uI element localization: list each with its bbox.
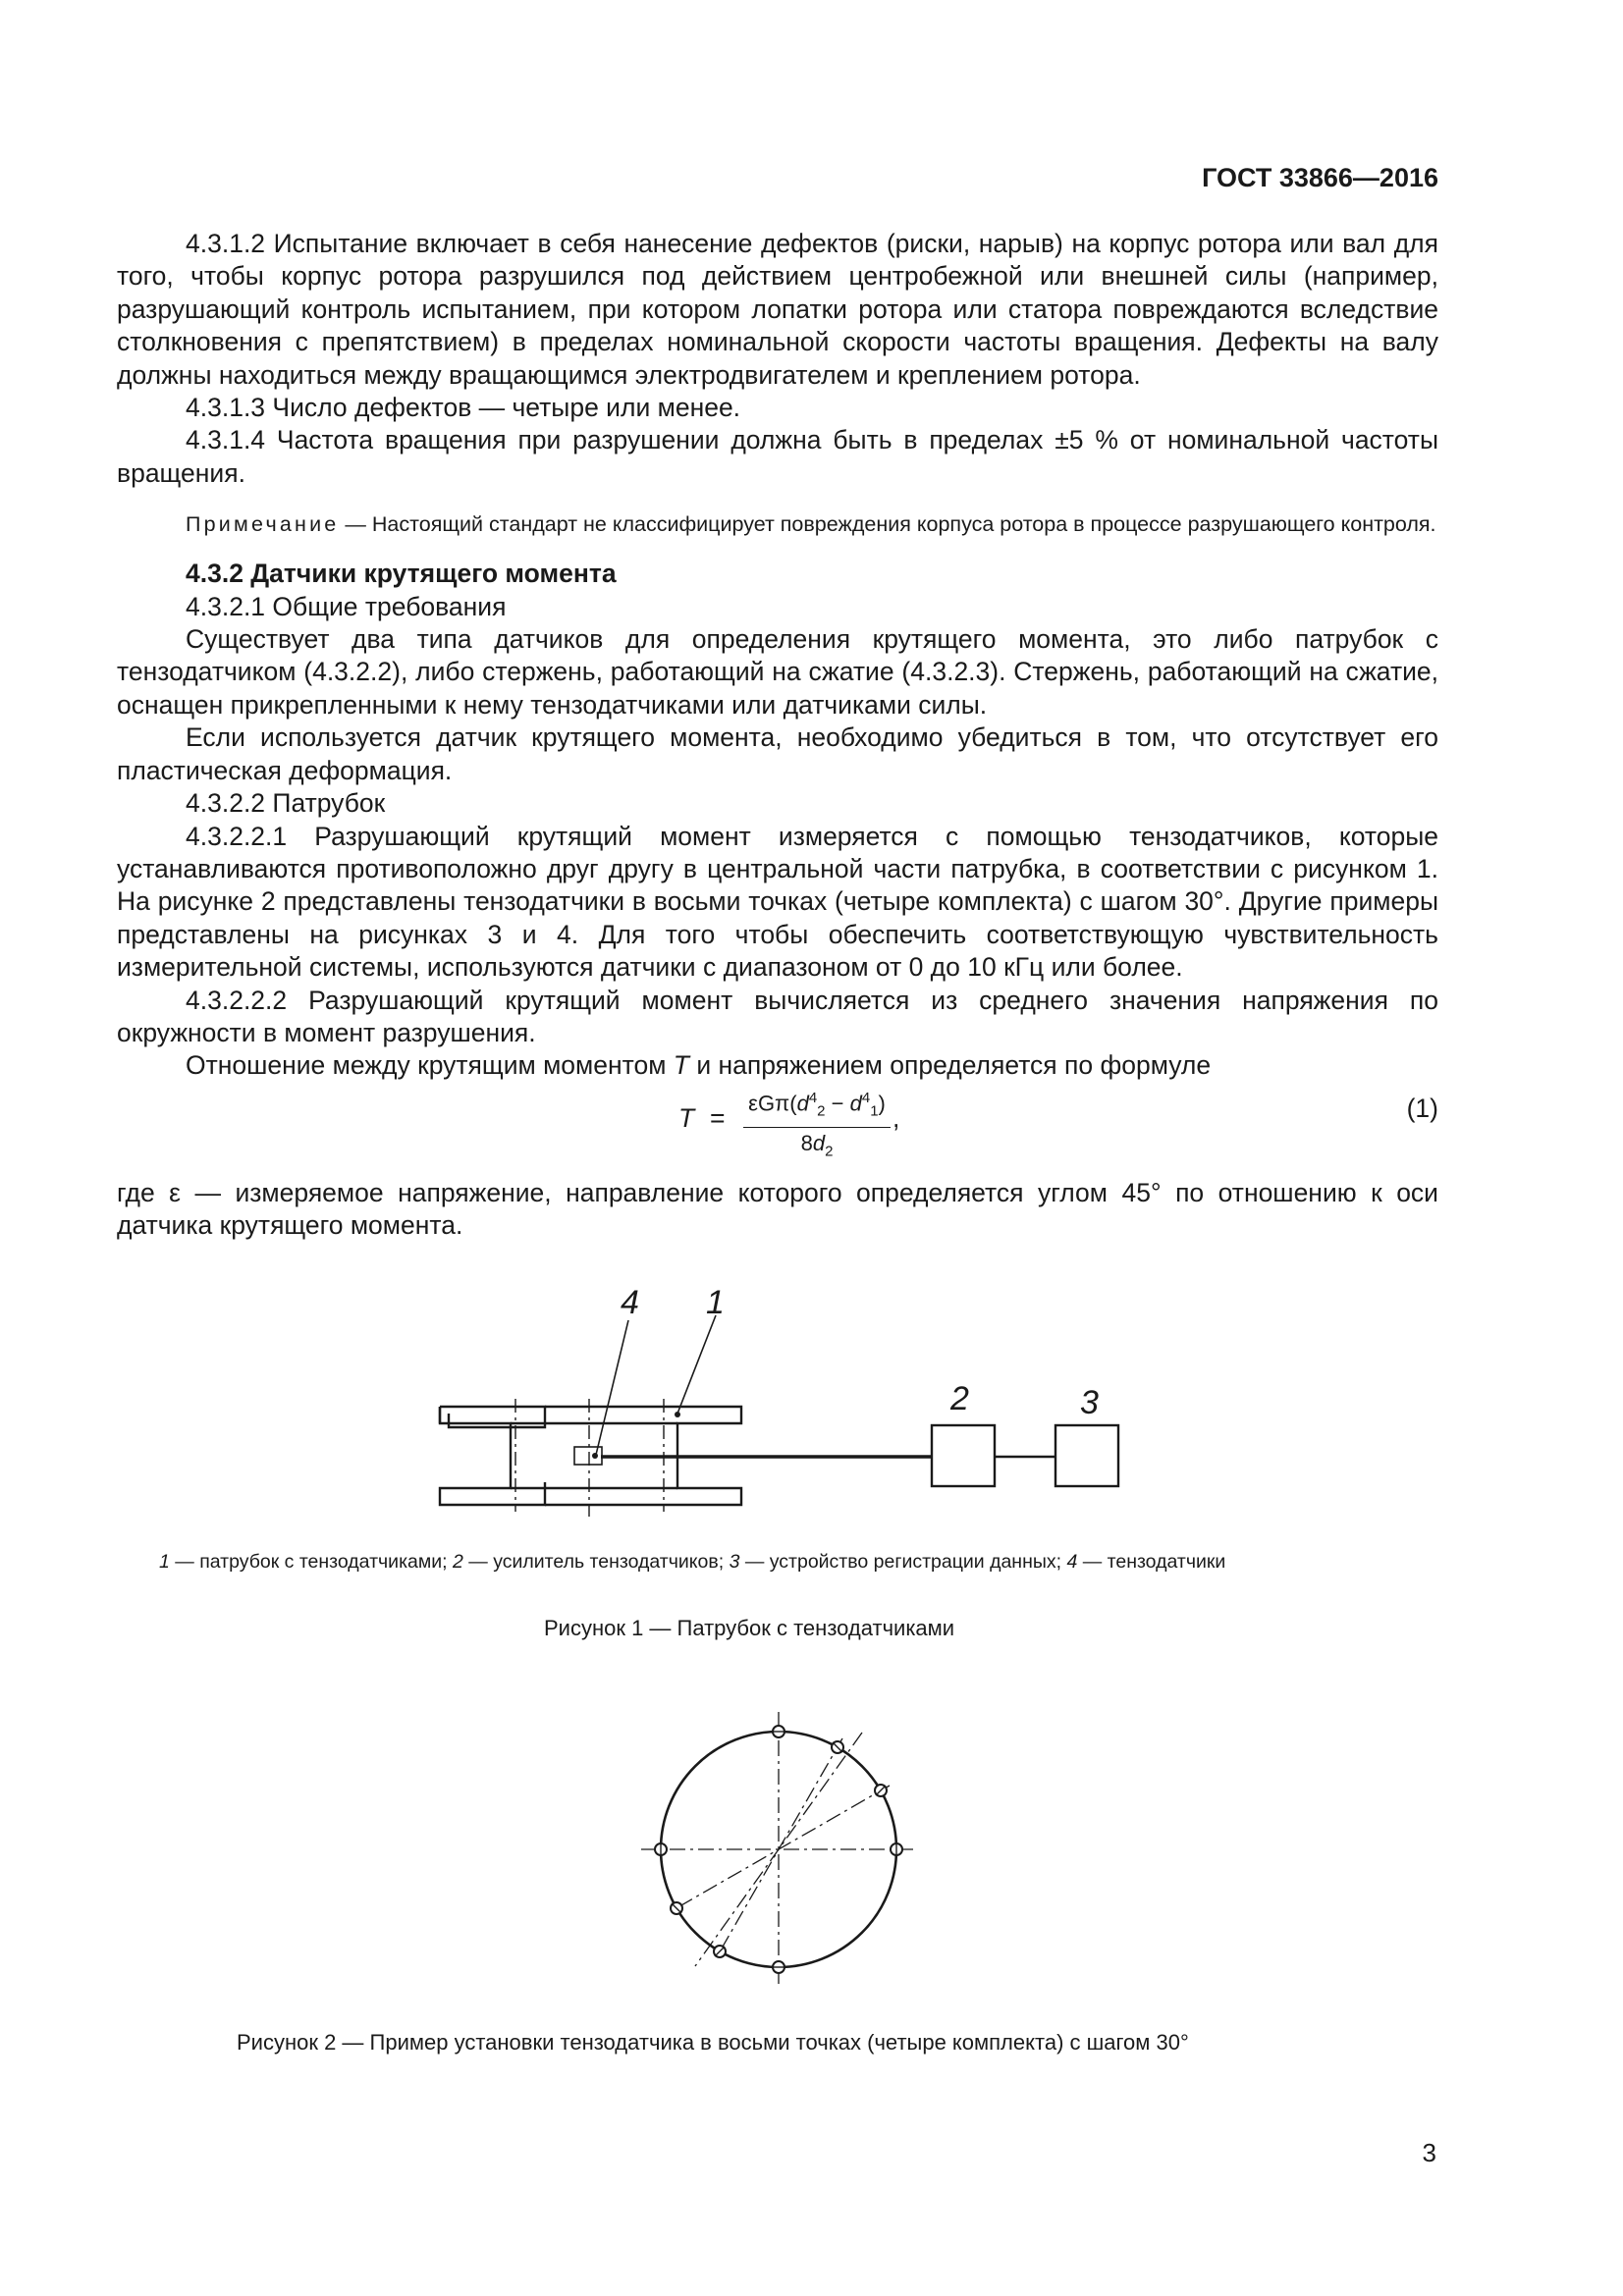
figure-2-caption: Рисунок 2 — Пример установки тензодатчика в восьми точках (четыре комплекта) с шагом 30° xyxy=(237,2030,1189,2055)
num-exp-a: 4 xyxy=(808,1089,818,1106)
den-d: d xyxy=(812,1131,826,1156)
formula-denominator xyxy=(743,1128,891,1165)
den-8: 8 xyxy=(800,1131,813,1156)
figure-2-drawing xyxy=(641,1712,916,1987)
num-minus: − xyxy=(825,1091,850,1116)
para-4-3-1-3: 4.3.1.3 Число дефектов — четыре или менее. xyxy=(186,393,741,423)
relation-text-b: и напряжением определяется по формуле xyxy=(688,1050,1212,1081)
legend-t4: — тензодатчики xyxy=(1077,1551,1226,1573)
num-sub-2: 2 xyxy=(817,1102,826,1120)
where-clause: где ε — измеряемое напряжение, направление которого определяется углом 45° по отношению к оси датчика крутящего момента. xyxy=(117,1177,1438,1241)
num-sub-1: 1 xyxy=(870,1102,879,1120)
legend-n4: 4 xyxy=(1066,1551,1078,1573)
heading-4-3-2: 4.3.2 Датчики крутящего момента xyxy=(186,559,617,589)
fig1-callout-4: 4 xyxy=(621,1284,639,1321)
document-header: ГОСТ 33866—2016 xyxy=(1202,163,1438,192)
figure-1-caption: Рисунок 1 — Патрубок с тензодатчиками xyxy=(544,1616,955,1640)
num-exp-b: 4 xyxy=(861,1089,871,1106)
para-4-3-2-1: 4.3.2.1 Общие требования xyxy=(186,591,507,621)
legend-t1: — патрубок с тензодатчиками; xyxy=(169,1551,454,1573)
para-relation xyxy=(117,1049,1438,1082)
para-plastic-deformation: Если используется датчик крутящего момента, необходимо убедиться в том, что отсутствует его пластическая деформация. xyxy=(117,722,1438,785)
para-4-3-2-2-2: 4.3.2.2.2 Разрушающий крутящий момент вычисляется из среднего значения напряжения по окружности в момент разрушения. xyxy=(117,985,1438,1047)
legend-n1: 1 xyxy=(159,1551,170,1573)
formula-fraction xyxy=(743,1085,891,1166)
num-part: εGπ( xyxy=(748,1091,797,1116)
formula-1 xyxy=(117,1083,1438,1163)
legend-t2: — усилитель тензодатчиков; xyxy=(462,1551,730,1573)
den-sub: 2 xyxy=(825,1143,834,1160)
fig1-callout-3: 3 xyxy=(1080,1384,1099,1421)
fig1-callout-1: 1 xyxy=(706,1284,725,1321)
para-4-3-2-2: 4.3.2.2 Патрубок xyxy=(186,788,386,819)
fig1-callout-2: 2 xyxy=(950,1380,969,1417)
relation-symbol-t: T xyxy=(673,1050,689,1081)
num-d2: d xyxy=(796,1091,809,1116)
para-4-3-1-4: 4.3.1.4 Частота вращения при разрушении должна быть в пределах ±5 % от номинальной частоты вращения. xyxy=(117,425,1438,488)
num-d1: d xyxy=(849,1091,862,1116)
note xyxy=(117,509,1438,540)
figure-1-legend xyxy=(159,1551,1225,1574)
formula-numerator xyxy=(743,1085,891,1129)
page-number: 3 xyxy=(1422,2138,1436,2167)
formula-number: (1) xyxy=(1406,1093,1438,1123)
formula-lhs: T xyxy=(678,1102,695,1133)
formula-equals: = xyxy=(710,1102,726,1133)
strain-gauge xyxy=(574,1447,602,1465)
legend-n3: 3 xyxy=(729,1551,740,1573)
note-label: Примечание xyxy=(186,512,340,537)
num-close: ) xyxy=(878,1091,886,1116)
legend-t3: — устройство регистрации данных; xyxy=(739,1551,1067,1573)
note-text: — Настоящий стандарт не классифицирует повреждения корпуса ротора в процессе разрушающего контроля. xyxy=(339,512,1436,537)
relation-text-a: Отношение между крутящим моментом xyxy=(186,1050,674,1081)
document-body xyxy=(117,228,1438,1243)
para-4-3-1-2: 4.3.1.2 Испытание включает в себя нанесение дефектов (риски, нарыв) на корпус ротора или вал для того, чтобы корпус ротора разрушился под действием центробежной или внешней силы (например, разрушающий контроль испытанием, при котором лопатки ротора или статора повреждаются вследствие столкновения с препятствием) в пределах номинальной скорости частоты вращения. Дефекты на валу должны находиться между вращающимся электродвигателем и креплением ротора. xyxy=(117,229,1438,390)
para-sensor-types: Существует два типа датчиков для определения крутящего момента, это либо патрубок с тензодатчиком (4.3.2.2), либо стержень, работающий на сжатие (4.3.2.3). Стержень, работающий на сжатие, оснащен прикрепленными к нему тензодатчиками или датчиками силы. xyxy=(117,624,1438,720)
legend-n2: 2 xyxy=(453,1551,463,1573)
formula-comma: , xyxy=(893,1102,900,1133)
para-4-3-2-2-1: 4.3.2.2.1 Разрушающий крутящий момент измеряется с помощью тензодатчиков, которые устанавливаются противоположно друг другу в центральной части патрубка, в соответствии с рисунком 1. На рисунке 2 представлены тензодатчики в восьми точках (четыре комплекта) с шагом 30°. Другие примеры представлены на рисунках 3 и 4. Для того чтобы обеспечить соответствующую чувствительность измерительной системы, используются датчики с диапазоном от 0 до 10 кГц или более. xyxy=(117,821,1438,983)
